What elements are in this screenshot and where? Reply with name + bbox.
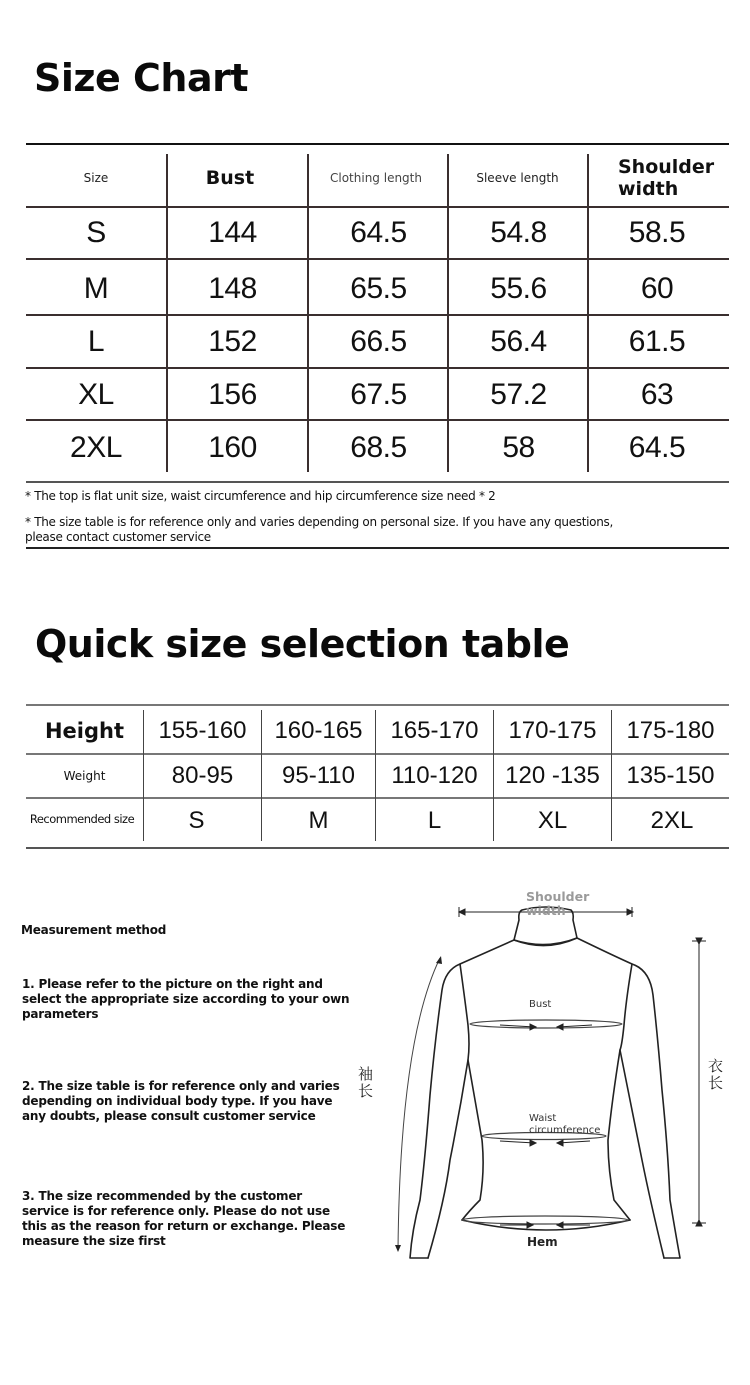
header-size: Size	[83, 171, 109, 185]
label-recommended-size: Recommended size	[29, 812, 135, 826]
cell-bust: 148	[208, 272, 257, 305]
label-sleeve-length: 袖长	[358, 1065, 374, 1100]
cell-clothing-length: 68.5	[350, 431, 407, 464]
measurement-step-2: 2. The size table is for reference only and varies depending on individual body type. If you have any doubts, please consult customer service	[22, 1079, 340, 1123]
cell-clothing-length: 64.5	[350, 216, 407, 249]
cell-sleeve-length: 54.8	[490, 216, 547, 249]
table-top-border	[26, 704, 729, 706]
recommended-size: M	[308, 807, 329, 834]
label-bust: Bust	[529, 999, 552, 1010]
label-weight: Weight	[63, 769, 106, 783]
recommended-size: XL	[537, 807, 568, 834]
measurement-step-3: 3. The size recommended by the customer service is for reference only. Please do not use this as the reason for return or exchange. Please measure the size first	[22, 1189, 346, 1248]
cell-clothing-length: 67.5	[350, 378, 407, 411]
cell-size: M	[83, 272, 109, 305]
size-note-1: * The top is flat unit size, waist circumference and hip circumference size need * 2	[25, 489, 496, 503]
weight-range: 135-150	[626, 762, 715, 789]
measurement-step-1: 1. Please refer to the picture on the right and select the appropriate size according to your own parameters	[22, 977, 350, 1021]
table-bottom-border	[26, 847, 729, 849]
label-hem: Hem	[527, 1235, 558, 1249]
header-clothing-length: Clothing length	[330, 171, 422, 185]
cell-shoulder-width: 63	[640, 378, 674, 411]
quick-table-title: Quick size selection table	[35, 622, 570, 666]
recommended-size: S	[188, 807, 205, 834]
height-range: 155-160	[158, 716, 247, 744]
cell-shoulder-width: 60	[640, 272, 674, 305]
height-range: 160-165	[274, 716, 363, 744]
weight-range: 95-110	[282, 762, 355, 789]
cell-bust: 160	[208, 431, 257, 464]
cell-size: S	[86, 216, 106, 249]
cell-clothing-length: 66.5	[350, 325, 407, 358]
cell-sleeve-length: 55.6	[490, 272, 547, 305]
label-waist-circumference: Waist circumference	[529, 1113, 601, 1136]
cell-shoulder-width: 58.5	[628, 216, 686, 249]
notes-bottom-border	[26, 547, 729, 549]
table-bottom-border	[26, 481, 729, 483]
cell-clothing-length: 65.5	[350, 272, 407, 305]
height-range: 175-180	[626, 716, 715, 744]
cell-size: XL	[78, 378, 114, 411]
cell-sleeve-length: 57.2	[490, 378, 547, 411]
label-clothing-length: 衣长	[708, 1057, 724, 1092]
header-bust: Bust	[205, 167, 255, 189]
turtleneck-sweater-outline-icon	[350, 870, 750, 1270]
cell-bust: 152	[208, 325, 257, 358]
weight-range: 120 -135	[505, 762, 600, 789]
recommended-size: L	[427, 807, 442, 834]
cell-size: L	[87, 325, 105, 358]
row-divider	[26, 258, 729, 260]
cell-size: 2XL	[70, 431, 122, 464]
recommended-size: 2XL	[650, 807, 694, 834]
cell-bust: 156	[208, 378, 257, 411]
label-height: Height	[44, 718, 125, 743]
size-note-2: * The size table is for reference only and varies depending on personal size. If you have any questions, please contact customer service	[25, 515, 613, 544]
garment-measurement-diagram	[350, 870, 750, 1270]
height-range: 170-175	[508, 716, 597, 744]
cell-shoulder-width: 64.5	[628, 431, 686, 464]
cell-shoulder-width: 61.5	[628, 325, 686, 358]
header-sleeve-length: Sleeve length	[476, 171, 559, 185]
table-top-border	[26, 143, 729, 145]
weight-range: 110-120	[391, 762, 478, 789]
header-shoulder-width: Shoulder width	[618, 156, 715, 200]
size-chart-title: Size Chart	[34, 56, 249, 100]
weight-range: 80-95	[171, 762, 234, 789]
label-shoulder-width: Shoulder width	[526, 889, 590, 918]
cell-sleeve-length: 58	[502, 431, 535, 464]
measurement-title: Measurement method	[21, 923, 167, 937]
cell-bust: 144	[208, 216, 257, 249]
height-range: 165-170	[390, 716, 479, 744]
cell-sleeve-length: 56.4	[490, 325, 547, 358]
